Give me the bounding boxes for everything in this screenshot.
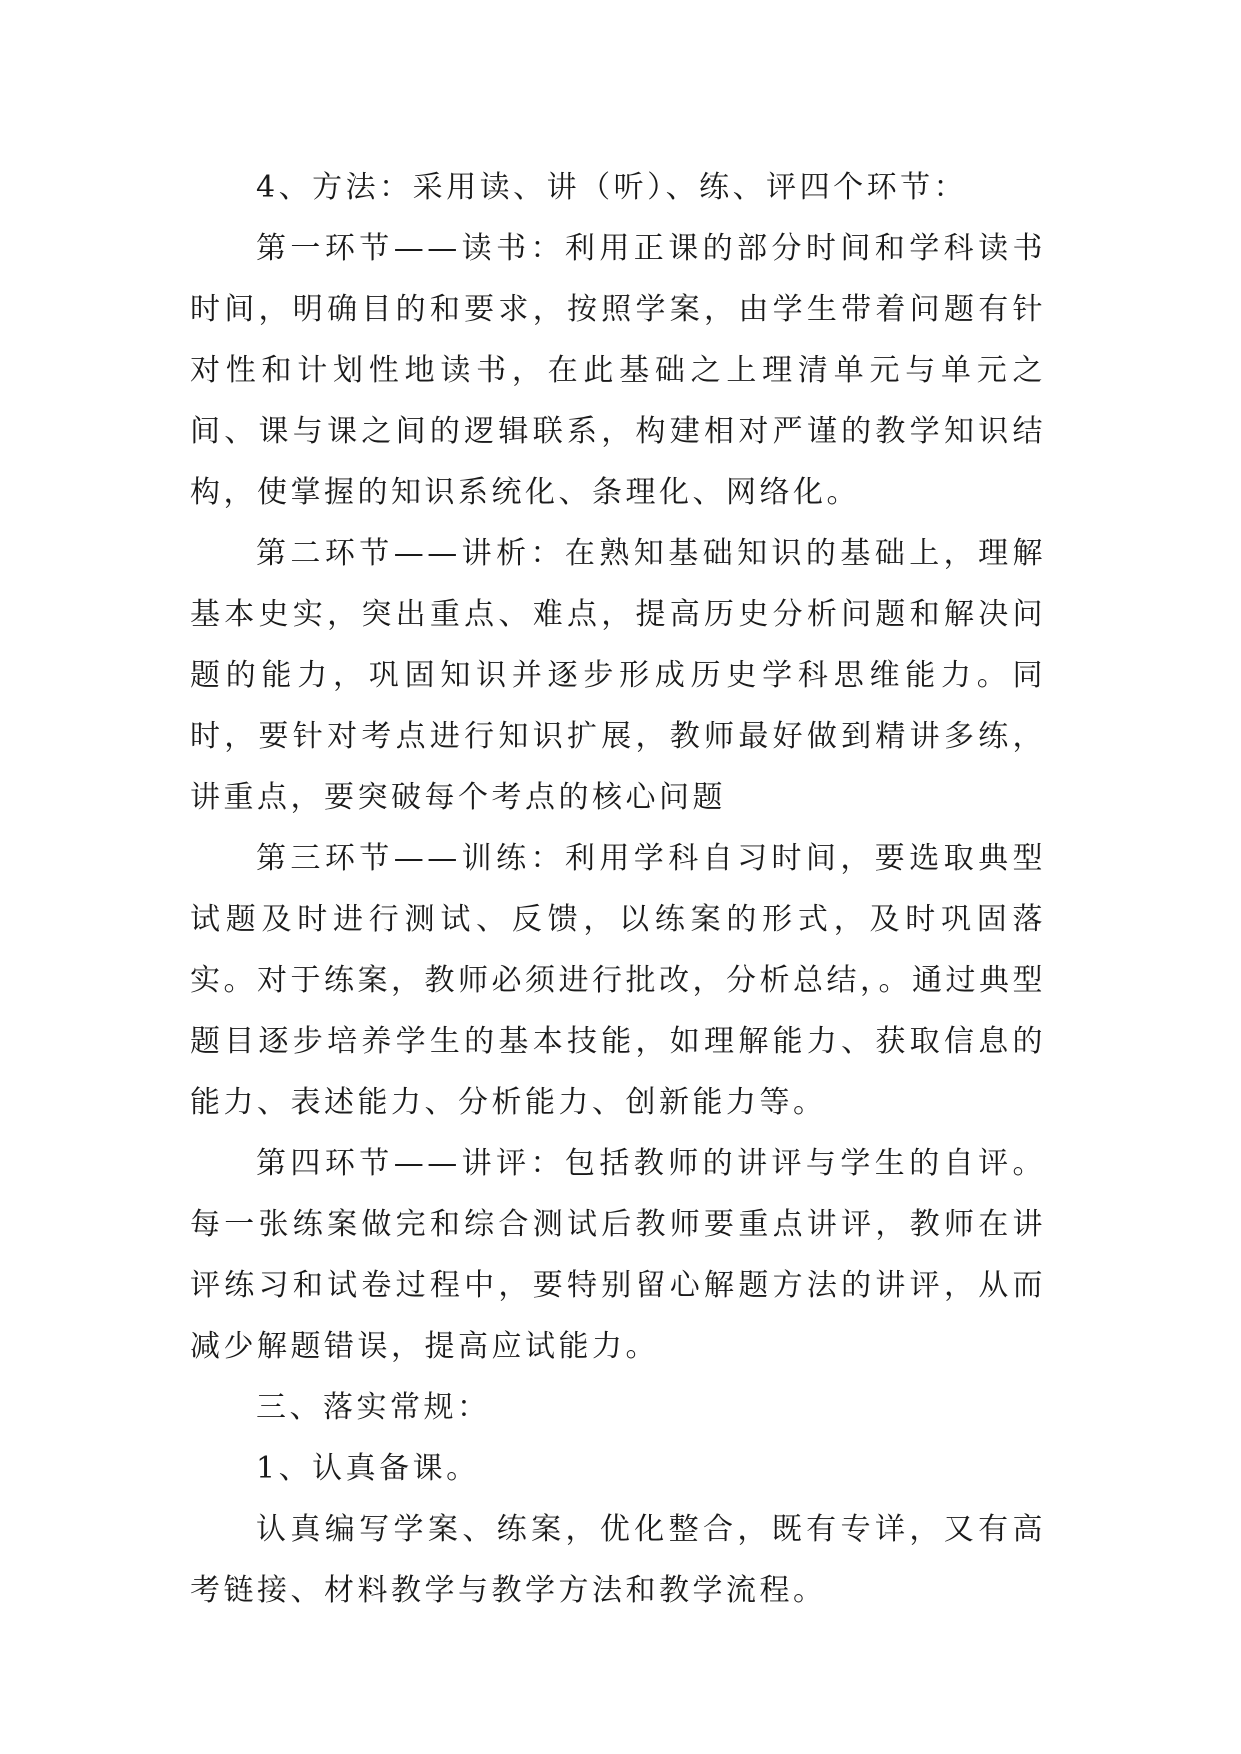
method-heading: 4、方法：采用读、讲（听）、练、评四个环节： <box>256 170 968 205</box>
paragraph-training: 第三环节——训练：利用学科自习时间，要选取典型试题及时进行测试、反馈，以练案的形式，及时巩固落实。对于练案，教师必须进行批改，分析总结，。通过典型题目逐步培养学生的基本技能，如理解能力、获取信息的能力、表述能力、分析能力、创新能力等。 <box>190 841 1046 1120</box>
subheading-lesson-prep: 1、认真备课。 <box>256 1451 480 1486</box>
paragraph-analysis: 第二环节——讲析：在熟知基础知识的基础上，理解基本史实，突出重点、难点，提高历史分析问题和解决问题的能力，巩固知识并逐步形成历史学科思维能力。同时，要针对考点进行知识扩展，教师最好做到精讲多练，讲重点，要突破每个考点的核心问题 <box>190 536 1046 815</box>
paragraph-review: 第四环节——讲评：包括教师的讲评与学生的自评。每一张练案做完和综合测试后教师要重点讲评，教师在讲评练习和试卷过程中，要特别留心解题方法的讲评，从而减少解题错误，提高应试能力。 <box>190 1146 1046 1364</box>
paragraph-lesson-prep: 认真编写学案、练案，优化整合，既有专详，又有高考链接、材料教学与教学方法和教学流程。 <box>190 1512 1046 1608</box>
section-heading-routine: 三、落实常规： <box>256 1390 491 1425</box>
document-page <box>190 157 1046 1621</box>
paragraph-reading: 第一环节——读书：利用正课的部分时间和学科读书时间，明确目的和要求，按照学案，由学生带着问题有针对性和计划性地读书，在此基础之上理清单元与单元之间、课与课之间的逻辑联系，构建相对严谨的教学知识结构，使掌握的知识系统化、条理化、网络化。 <box>190 231 1046 510</box>
